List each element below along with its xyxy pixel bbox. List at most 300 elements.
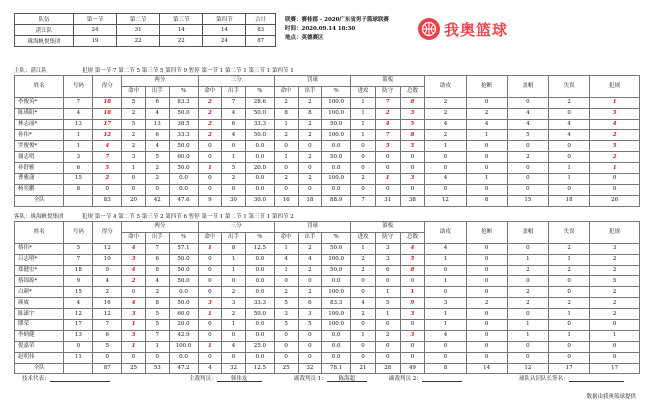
stat-cell: 0	[507, 309, 548, 320]
stat-cell: 5	[590, 108, 640, 119]
stat-cell: 4	[425, 119, 466, 130]
stat-cell: 10	[93, 254, 122, 265]
stat-cell: 0	[507, 276, 548, 287]
stat-cell: 0	[425, 163, 466, 174]
stat-cell: 0	[298, 352, 322, 363]
stat-cell: 4	[274, 254, 298, 265]
stat-cell: 0.0	[322, 352, 351, 363]
stat-cell: 0	[425, 152, 466, 163]
total-cell: 8	[466, 195, 507, 206]
stat-cell: 100.0	[322, 174, 351, 185]
total-cell: 26	[590, 195, 640, 206]
stat-cell: 2	[298, 287, 322, 298]
stat-cell: 6	[145, 97, 169, 108]
stat-cell: 9	[64, 276, 93, 287]
header-total-rebounds: 总数	[400, 86, 425, 97]
header-points: 得分	[93, 76, 122, 98]
stat-cell: 5	[145, 320, 169, 331]
stat-cell: 1	[222, 254, 246, 265]
match-time: 时间：2020.09.14 18:30	[285, 26, 356, 32]
stat-cell: 1	[549, 330, 590, 341]
stat-cell: 0	[425, 352, 466, 363]
header-offensive-rebounds: 进攻	[351, 232, 376, 243]
stat-cell: 0	[507, 163, 548, 174]
total-cell	[64, 363, 93, 374]
total-cell	[64, 195, 93, 206]
stat-cell: 12	[93, 243, 122, 254]
stats-header-row	[15, 76, 640, 87]
stat-cell: 9	[400, 298, 425, 309]
stat-cell: 18	[93, 108, 122, 119]
stat-cell: 4	[145, 141, 169, 152]
total-cell: 20	[122, 195, 146, 206]
stat-cell: 50.0	[245, 108, 274, 119]
score-row	[15, 25, 276, 36]
stat-cell: 0	[507, 184, 548, 195]
stat-cell: 4	[64, 108, 93, 119]
stat-cell: 8	[298, 108, 322, 119]
stat-cell: 4	[222, 130, 246, 141]
score-cell: 24	[203, 36, 246, 47]
stat-cell: 2	[198, 119, 222, 130]
stat-cell: 50.0	[169, 298, 198, 309]
stat-cell: 1	[466, 130, 507, 141]
player-row	[15, 184, 640, 195]
player-row	[15, 265, 640, 276]
stat-cell: 0	[375, 276, 400, 287]
stat-cell: 2	[351, 254, 376, 265]
stat-cell: 5	[400, 119, 425, 130]
stat-cell: 2	[198, 108, 222, 119]
ump2-label: 副裁判员 2：	[389, 376, 422, 382]
stat-cell: 1	[122, 320, 146, 331]
player-row	[15, 298, 640, 309]
header-three-point: 三分	[198, 222, 274, 233]
total-cell: 21	[351, 363, 376, 374]
stat-cell: 11	[64, 352, 93, 363]
stat-cell: 2	[507, 265, 548, 276]
stat-cell: 3	[400, 309, 425, 320]
stat-cell: 1	[274, 243, 298, 254]
stat-cell: 6	[145, 254, 169, 265]
stat-cell: 2	[222, 287, 246, 298]
stat-cell: 2	[145, 163, 169, 174]
stat-cell: 5	[400, 254, 425, 265]
stat-cell: 2	[298, 174, 322, 185]
stat-cell: 1	[145, 341, 169, 352]
stat-cell: 50.0	[322, 265, 351, 276]
stat-cell: 3	[400, 174, 425, 185]
stat-cell: 3	[590, 243, 640, 254]
stat-cell: 3	[222, 298, 246, 309]
stat-cell: 3	[122, 152, 146, 163]
stat-cell: 1	[122, 163, 146, 174]
stat-cell: 0	[507, 243, 548, 254]
stat-cell: 7	[222, 97, 246, 108]
stat-cell: 100.0	[322, 287, 351, 298]
stat-cell: 0	[198, 141, 222, 152]
stat-cell: 0	[466, 97, 507, 108]
total-cell: 18	[549, 195, 590, 206]
stat-cell: 0.0	[245, 152, 274, 163]
stat-cell: 0	[198, 265, 222, 276]
header-percent: %	[245, 232, 274, 243]
header-percent: %	[245, 86, 274, 97]
total-cell: 30.0	[245, 195, 274, 206]
stat-cell: 0	[375, 184, 400, 195]
captain-line	[569, 374, 624, 382]
header-fouls: 犯规	[590, 76, 640, 98]
stat-cell: 2	[466, 298, 507, 309]
stat-cell: 57.1	[169, 243, 198, 254]
player-row	[15, 130, 640, 141]
stat-cell: 100.0	[169, 341, 198, 352]
stat-cell: 0	[400, 352, 425, 363]
stat-cell: 4	[222, 341, 246, 352]
stat-cell: 3	[198, 298, 222, 309]
header-made: 命中	[274, 232, 298, 243]
stat-cell: 0	[274, 341, 298, 352]
stat-cell: 1	[549, 163, 590, 174]
score-cell: 19	[74, 36, 117, 47]
stat-cell: 0	[145, 352, 169, 363]
stat-cell: 0	[466, 254, 507, 265]
stat-cell: 15	[64, 174, 93, 185]
header-steals: 抢断	[466, 76, 507, 98]
stat-cell: 0	[274, 276, 298, 287]
stat-cell: 0	[507, 141, 548, 152]
ump1-name: 陈海超	[327, 374, 367, 382]
stat-cell: 4	[549, 130, 590, 141]
stat-cell: 0	[198, 254, 222, 265]
total-cell: 47.6	[169, 195, 198, 206]
score-cell: 22	[117, 36, 160, 47]
player-name: 李炳健	[15, 330, 64, 341]
stat-cell: 4	[93, 141, 122, 152]
stat-cell: 1	[64, 141, 93, 152]
stat-cell: 1	[198, 341, 222, 352]
header-name: 姓名	[15, 222, 64, 244]
stat-cell: 60.0	[169, 152, 198, 163]
stat-cell: 17	[93, 119, 122, 130]
stat-cell: 0	[590, 352, 640, 363]
stat-cell: 4	[425, 243, 466, 254]
player-name: 蔡锦源*	[15, 276, 64, 287]
stat-cell: 1	[549, 309, 590, 320]
stat-cell: 0	[375, 152, 400, 163]
stat-cell: 3	[400, 330, 425, 341]
stat-cell: 2	[198, 130, 222, 141]
stat-cell: 0	[351, 287, 376, 298]
stat-cell: 12	[64, 309, 93, 320]
away-stats-table	[14, 221, 640, 374]
stat-cell: 5	[298, 320, 322, 331]
stat-cell: 0	[549, 141, 590, 152]
stat-cell: 0.0	[169, 352, 198, 363]
stat-cell: 8	[400, 130, 425, 141]
header-steals: 抢断	[466, 222, 507, 244]
stat-cell: 0	[298, 341, 322, 352]
player-row	[15, 330, 640, 341]
stat-cell: 0	[198, 352, 222, 363]
total-cell: 17	[590, 363, 640, 374]
stat-cell: 4	[400, 243, 425, 254]
stat-cell: 0	[425, 184, 466, 195]
score-cell: 22	[160, 36, 203, 47]
stat-cell: 0	[64, 341, 93, 352]
stat-cell: 4	[351, 298, 376, 309]
stat-cell: 2	[466, 108, 507, 119]
stat-cell: 7	[375, 97, 400, 108]
stat-cell: 1	[375, 174, 400, 185]
total-cell: 32	[222, 363, 246, 374]
stat-cell: 5	[122, 97, 146, 108]
score-header-cell: 合计	[246, 14, 276, 25]
stat-cell: 1	[590, 97, 640, 108]
stat-cell: 0	[549, 287, 590, 298]
logo	[418, 18, 542, 40]
footer-credit: 数据由我奥篮球提供	[586, 394, 636, 400]
stat-cell: 0	[222, 141, 246, 152]
header-attempts: 出手	[222, 232, 246, 243]
stat-cell: 13	[145, 119, 169, 130]
stat-cell: 2	[93, 287, 122, 298]
stat-cell: 0	[466, 341, 507, 352]
header-name: 姓名	[15, 76, 64, 98]
stat-cell: 0	[122, 352, 146, 363]
stat-cell: 3	[122, 330, 146, 341]
stat-cell: 0	[507, 97, 548, 108]
stat-cell: 8	[274, 108, 298, 119]
stat-cell: 2	[298, 130, 322, 141]
stat-cell: 0	[274, 330, 298, 341]
score-cell: 珠海帆悦集团	[15, 36, 74, 47]
stat-cell: 0	[400, 163, 425, 174]
stat-cell: 4	[122, 265, 146, 276]
stat-cell: 4	[122, 243, 146, 254]
stat-cell: 3	[122, 254, 146, 265]
stat-cell: 1	[351, 119, 376, 130]
stat-cell: 60.0	[169, 309, 198, 320]
stat-cell: 2	[145, 174, 169, 185]
score-cell: 31	[117, 25, 160, 36]
stat-cell: 5	[145, 152, 169, 163]
total-label: 全队	[15, 195, 64, 206]
stat-cell: 0	[274, 141, 298, 152]
header-assists: 助攻	[425, 222, 466, 244]
stat-cell: 0	[425, 341, 466, 352]
stat-cell: 0	[122, 287, 146, 298]
stat-cell: 0	[466, 152, 507, 163]
stat-cell: 2	[351, 174, 376, 185]
stat-cell: 0	[93, 184, 122, 195]
stat-cell: 2	[590, 298, 640, 309]
stat-cell: 0	[298, 330, 322, 341]
stat-cell: 0	[351, 163, 376, 174]
stat-cell: 2	[274, 287, 298, 298]
stat-cell: 1	[507, 254, 548, 265]
player-row	[15, 320, 640, 331]
stat-cell: 100.0	[322, 130, 351, 141]
home-team-summary: 犯规 第一节 7 第二节 5 第三节 5 第四节 9 暂停 第一节 1 第二节 1 第三节 1 第四节 1	[82, 68, 294, 74]
total-label: 全队	[15, 363, 64, 374]
logo-mark-icon	[418, 18, 440, 40]
stat-cell: 2	[590, 287, 640, 298]
stat-cell: 33.3	[169, 130, 198, 141]
stat-cell: 2	[122, 276, 146, 287]
match-venue: 地点：英德赛区	[285, 35, 324, 41]
stat-cell: 2	[274, 97, 298, 108]
player-row	[15, 174, 640, 185]
header-attempts: 出手	[298, 232, 322, 243]
stat-cell: 0	[590, 341, 640, 352]
stat-cell: 1	[351, 130, 376, 141]
stat-cell: 1	[222, 152, 246, 163]
header-made: 命中	[198, 86, 222, 97]
stat-cell: 1	[507, 320, 548, 331]
stat-cell: 1	[351, 243, 376, 254]
stat-cell: 2	[122, 108, 146, 119]
stat-cell: 1	[549, 174, 590, 185]
stat-cell: 0	[198, 184, 222, 195]
stat-cell: 0	[466, 243, 507, 254]
stat-cell: 2	[590, 309, 640, 320]
stat-cell: 2	[298, 152, 322, 163]
stat-cell: 1	[590, 330, 640, 341]
player-name: 颜威	[15, 298, 64, 309]
stat-cell: 20.0	[169, 320, 198, 331]
stat-cell: 0	[375, 341, 400, 352]
player-name: 杨奕鹏	[15, 184, 64, 195]
total-cell: 32	[298, 363, 322, 374]
stat-cell: 0	[93, 352, 122, 363]
stat-cell: 1	[274, 119, 298, 130]
stat-cell: 42.9	[169, 330, 198, 341]
stat-cell: 2	[507, 152, 548, 163]
stat-cell: 0	[274, 163, 298, 174]
player-name: 白颜*	[15, 287, 64, 298]
score-header-cell: 第三节	[160, 14, 203, 25]
stat-cell: 6	[222, 119, 246, 130]
stat-cell: 5	[507, 130, 548, 141]
stat-cell: 1	[549, 254, 590, 265]
stat-cell: 1	[64, 130, 93, 141]
total-cell: 78.1	[322, 363, 351, 374]
stat-cell: 8	[145, 265, 169, 276]
stat-cell: 50.0	[322, 243, 351, 254]
total-cell: 17	[549, 363, 590, 374]
stat-cell: 4	[93, 276, 122, 287]
stat-cell: 2	[507, 298, 548, 309]
stat-cell: 4	[425, 330, 466, 341]
stat-cell: 1	[425, 254, 466, 265]
stat-cell: 5	[400, 141, 425, 152]
stat-cell: 1	[198, 243, 222, 254]
stat-cell: 2	[298, 97, 322, 108]
stat-cell: 1	[425, 320, 466, 331]
header-percent: %	[169, 86, 198, 97]
stat-cell: 0	[375, 163, 400, 174]
player-row	[15, 152, 640, 163]
stat-cell: 0	[122, 174, 146, 185]
stat-cell: 5	[375, 298, 400, 309]
stat-cell: 1	[375, 309, 400, 320]
stat-cell: 50.0	[245, 130, 274, 141]
stat-cell: 0	[222, 184, 246, 195]
stat-cell: 9	[93, 265, 122, 276]
stat-cell: 0	[400, 341, 425, 352]
stat-cell: 2	[93, 174, 122, 185]
total-cell: 42	[145, 195, 169, 206]
score-row	[15, 36, 276, 47]
stat-cell: 2	[145, 287, 169, 298]
stat-cell: 50.0	[245, 309, 274, 320]
player-name: 缪荣	[15, 320, 64, 331]
stat-cell: 4	[298, 254, 322, 265]
stat-cell: 3	[375, 254, 400, 265]
stat-cell: 1	[122, 341, 146, 352]
header-turnovers: 失误	[549, 222, 590, 244]
stat-cell: 0	[507, 341, 548, 352]
player-row	[15, 276, 640, 287]
stat-cell: 2	[274, 174, 298, 185]
stat-cell: 0	[400, 184, 425, 195]
stat-cell: 1	[198, 309, 222, 320]
stat-cell: 38.5	[169, 119, 198, 130]
stat-cell: 0	[590, 320, 640, 331]
stat-cell: 4	[145, 276, 169, 287]
stat-cell: 2	[222, 174, 246, 185]
stat-cell: 50.0	[169, 265, 198, 276]
chief-label: 主裁判员：	[189, 376, 217, 382]
total-cell: 4	[198, 363, 222, 374]
stat-cell: 4	[122, 298, 146, 309]
score-table	[14, 13, 276, 47]
player-name: 陈瑾阳*	[15, 108, 64, 119]
stat-cell: 2	[351, 265, 376, 276]
tech-rep-label: 技术代表：	[22, 376, 50, 382]
stat-cell: 1	[198, 163, 222, 174]
player-row	[15, 119, 640, 130]
stat-cell: 3	[122, 309, 146, 320]
score-header-cell: 第一节	[74, 14, 117, 25]
stat-cell: 0.0	[245, 352, 274, 363]
team-total-row	[15, 363, 640, 374]
stat-cell: 100.0	[322, 254, 351, 265]
stat-cell: 50.0	[169, 254, 198, 265]
stat-cell: 0	[351, 352, 376, 363]
header-percent: %	[322, 86, 351, 97]
match-info	[285, 16, 389, 43]
stat-cell: 1	[351, 97, 376, 108]
stat-cell: 4	[425, 174, 466, 185]
stat-cell: 0	[549, 184, 590, 195]
stat-cell: 1	[274, 152, 298, 163]
stat-cell: 1	[351, 330, 376, 341]
stat-cell: 0.0	[245, 287, 274, 298]
header-free-throw: 罚球	[274, 222, 350, 233]
stat-cell: 2	[549, 97, 590, 108]
stat-cell: 5	[590, 141, 640, 152]
stat-cell: 0	[466, 265, 507, 276]
stat-cell: 5	[375, 141, 400, 152]
header-made: 命中	[122, 86, 146, 97]
stat-cell: 25.0	[245, 341, 274, 352]
stat-cell: 1	[425, 141, 466, 152]
total-cell: 18	[298, 195, 322, 206]
stat-cell: 5	[222, 163, 246, 174]
player-row	[15, 352, 640, 363]
